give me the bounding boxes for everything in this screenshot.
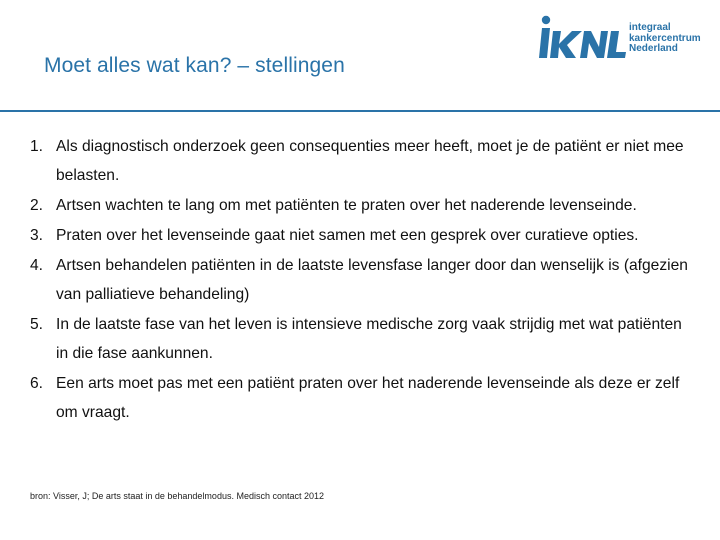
statement-item (30, 369, 690, 427)
statement-number: 1. (30, 138, 44, 155)
statement-number: 2. (30, 197, 44, 214)
statement-item (30, 221, 690, 250)
statement-text: Artsen wachten te lang om met patiënten te praten over het naderende levenseinde. (56, 197, 637, 214)
statement-text: Een arts moet pas met een patiënt praten over het naderende levenseinde als deze er zelf om vraagt. (56, 375, 680, 421)
logo-text-line: kankercentrum (629, 32, 701, 44)
statement-text: Praten over het levenseinde gaat niet samen met een gesprek over curatieve opties. (56, 227, 639, 244)
statement-number: 4. (30, 257, 44, 274)
logo-text-line: integraal (629, 22, 671, 33)
statement-list (30, 132, 690, 428)
statement-number: 6. (30, 375, 44, 392)
logo-text-line: Nederland (629, 43, 678, 54)
ikNL-logo-mark (537, 14, 627, 64)
statement-item (30, 132, 690, 190)
statement-item (30, 310, 690, 368)
slide-title: Moet alles wat kan? – stellingen (44, 54, 345, 77)
source-citation: bron: Visser, J; De arts staat in de behandelmodus. Medisch contact 2012 (30, 491, 325, 501)
title-divider (0, 110, 720, 112)
statement-text: In de laatste fase van het leven is intensieve medische zorg vaak strijdig met wat patiënten in die fase aankunnen. (56, 316, 682, 362)
statement-item (30, 191, 690, 220)
ikNL-logo-text (629, 23, 701, 55)
ikNL-logo (537, 14, 705, 64)
statement-number: 5. (30, 316, 44, 333)
statement-text: Als diagnostisch onderzoek geen consequenties meer heeft, moet je de patiënt er niet mee belasten. (56, 138, 684, 184)
statement-number: 3. (30, 227, 44, 244)
statement-text: Artsen behandelen patiënten in de laatste levensfase langer door dan wenselijk is (afgezien van palliatieve behandeling) (56, 257, 688, 303)
statement-item (30, 251, 690, 309)
